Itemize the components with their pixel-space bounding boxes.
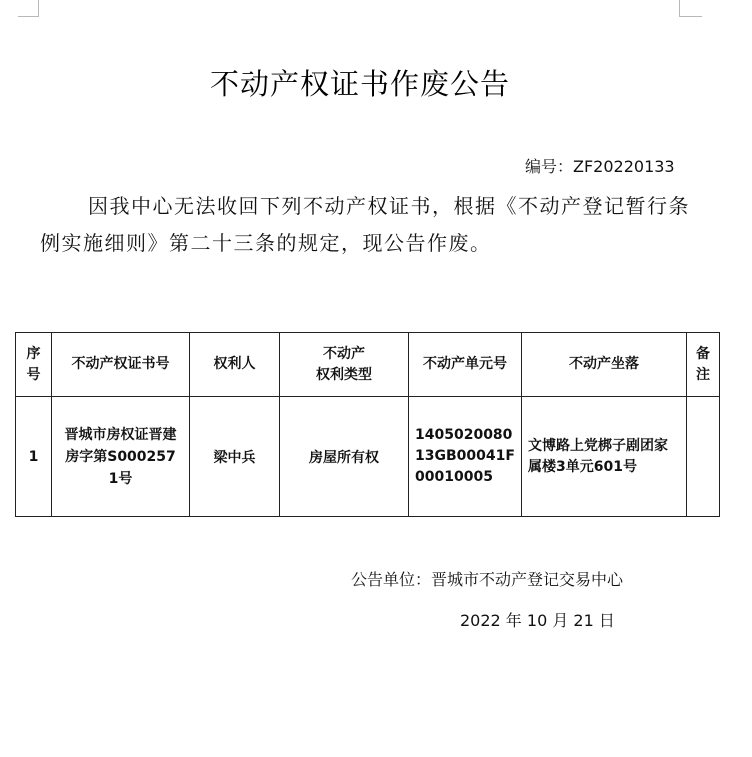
announcement-date: 2022 年 10 月 21 日: [460, 611, 615, 630]
header-location: 不动产坐落: [522, 333, 687, 397]
header-right-type-line1: 不动产: [323, 345, 365, 362]
header-holder: 权利人: [190, 333, 280, 397]
table-row: [16, 397, 720, 517]
header-right-type: [280, 333, 409, 397]
cell-remark: [687, 397, 720, 517]
document-title: 不动产权证书作废公告: [209, 67, 510, 101]
document-number: 编号：ZF20220133: [525, 157, 675, 176]
header-seq: 序号: [16, 333, 52, 397]
header-unit-no: 不动产单元号: [409, 333, 522, 397]
announcing-unit: 公告单位：晋城市不动产登记交易中心: [351, 570, 624, 589]
cell-cert-no: 晋城市房权证晋建房字第S0002571号: [52, 397, 190, 517]
cell-unit-no: 140502008013GB00041F00010005: [409, 397, 522, 517]
page-corner-mark-right: [679, 0, 702, 17]
cell-location: 文博路上党梆子剧团家属楼3单元601号: [522, 397, 687, 517]
header-remark: 备注: [687, 333, 720, 397]
cell-right-type: 房屋所有权: [280, 397, 409, 517]
cell-seq: 1: [16, 397, 52, 517]
cell-holder: 梁中兵: [190, 397, 280, 517]
header-right-type-line2: 权利类型: [316, 366, 372, 383]
page-corner-mark-left: [18, 0, 39, 17]
header-cert-no: 不动产权证书号: [52, 333, 190, 397]
announcement-body: 因我中心无法收回下列不动产权证书，根据《不动产登记暂行条例实施细则》第二十三条的规定，现公告作废。: [40, 194, 690, 255]
certificate-table: [15, 332, 720, 517]
table-header-row: [16, 333, 720, 397]
